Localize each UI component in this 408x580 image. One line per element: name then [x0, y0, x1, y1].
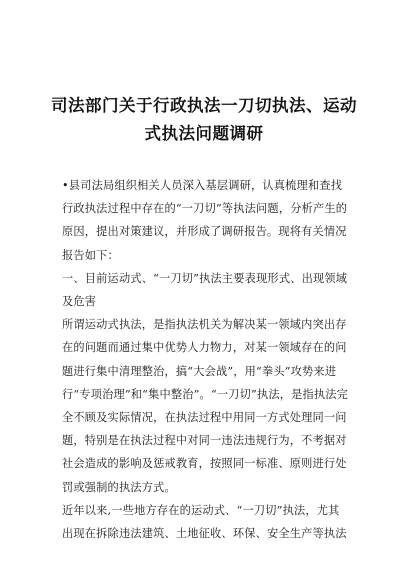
- document-title-line-2: 式执法问题调研: [144, 124, 264, 143]
- paragraph-recent: 近年以来,一些地方存在的运动式、“一刀切”执法，尤其出现在拆除违法建筑、土地征收、环保、安全生产等执法: [62, 503, 347, 541]
- document-body: [62, 174, 350, 545]
- section-heading-1: 一、目前运动式、“一刀切”执法主要表现形式、出现领域及危害: [62, 271, 348, 309]
- document-title-line-1: 司法部门关于行政执法一刀切执法、运动: [51, 96, 357, 115]
- paragraph-intro: •县司法局组织相关人员深入基层调研，认真梳理和查找行政执法过程中存在的“一刀切”等执法问题，分析产生的原因，提出对策建议，并形成了调研报告。现将有关情况报告如下：: [62, 179, 348, 262]
- paragraph-definition: 所谓运动式执法，是指执法机关为解决某一领域内突出存在的问题而通过集中优势人力物力，对某一领域存在的问题进行集中清理整治，搞“大会战”，用“拳头”攻势来进行“专项治理”和“集中整治”。“一刀切”执法，是指执法完全不顾及实际情况，在执法过程中用同一方式处理同一问题，特别是在执法过程中对同一违法违规行为，不考据对社会造成的影响及惩戒教育，按照同一标准、原则进行处罚或强制的执法方式。: [62, 318, 349, 494]
